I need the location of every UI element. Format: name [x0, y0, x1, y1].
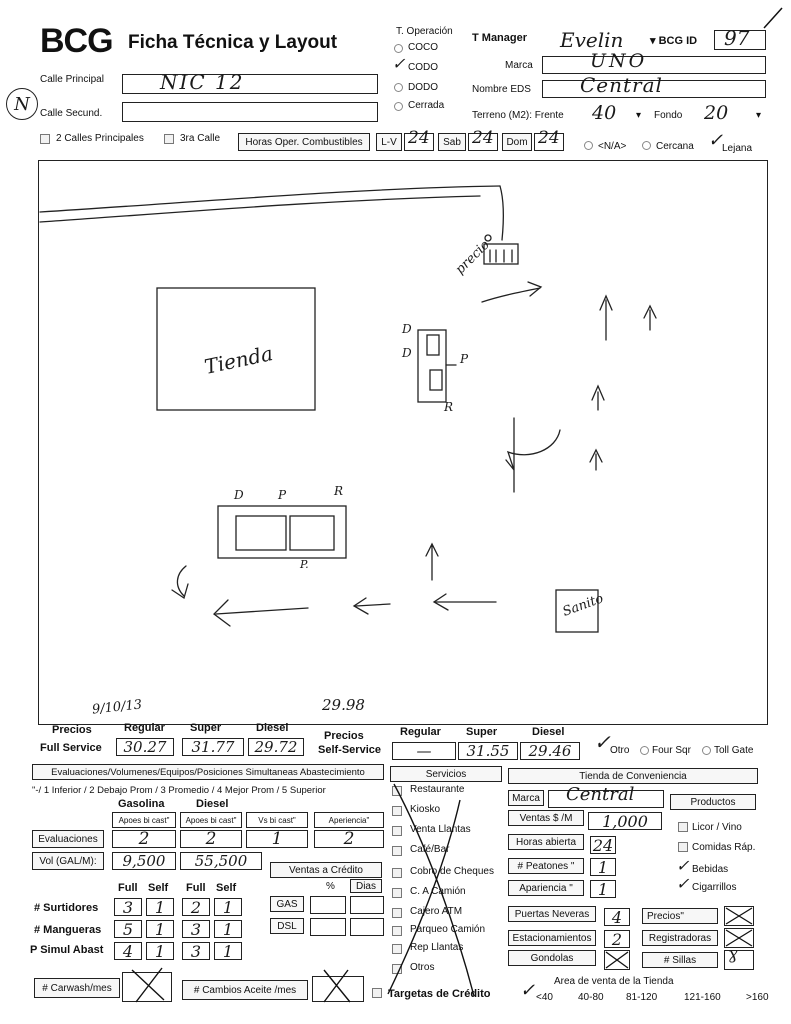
check-mark-area-40: ✓ [520, 980, 536, 1001]
total-note: 29.98 [322, 696, 365, 714]
gas-label: GAS [270, 896, 304, 912]
mangueras-dsl-self[interactable]: 1 [214, 920, 242, 938]
diesel-header: Diesel [196, 798, 229, 810]
pump-label-p: P [460, 352, 469, 366]
op-option-coco: COCO [408, 42, 438, 53]
fondo-dropdown-icon[interactable]: ▾ [756, 110, 762, 121]
apariencia-value[interactable]: 1 [590, 880, 616, 898]
tarjetas-label: Targetas de Crédito [388, 988, 491, 1000]
proximity-lejana-label: Lejana [722, 143, 753, 154]
vol-diesel-value[interactable]: 55,500 [180, 852, 262, 870]
horas-abierta-value[interactable]: 24 [590, 836, 616, 854]
dsl-self-header: Self [216, 882, 237, 894]
surtidores-label: # Surtidores [34, 902, 99, 914]
productos-title: Productos [670, 794, 756, 810]
calle-principal-label: Calle Principal [40, 74, 104, 85]
evaluation-scale: "-/ 1 Inferior / 2 Debajo Prom / 3 Promedio / 4 Mejor Prom / 5 Superior [32, 785, 326, 796]
psimul-gas-self[interactable]: 1 [146, 942, 174, 960]
marca-label: Marca [505, 60, 533, 71]
calle-secund-label: Calle Secund. [40, 108, 103, 119]
self-service-label: Self-Service [318, 744, 381, 756]
sillas-label: # Sillas [642, 952, 718, 968]
radio-toll-gate[interactable] [702, 746, 711, 755]
eval-col-header-1: Apoes bi cast" [112, 812, 176, 828]
proximity-cercana-label: Cercana [656, 141, 694, 152]
diesel-header-self: Diesel [532, 726, 565, 738]
frente-dropdown-icon[interactable]: ▾ [636, 110, 642, 121]
precio-label: precio [452, 237, 493, 278]
dsl-label: DSL [270, 918, 304, 934]
horas-oper-button[interactable]: Horas Oper. Combustibles [238, 133, 370, 151]
tienda-label: Tienda [202, 341, 275, 379]
psimul-label: P Simul Abast [30, 944, 104, 956]
op-option-cerrada: Cerrada [408, 100, 445, 111]
eval-col-header-4: Aperiencia" [314, 812, 384, 828]
producto-label-bebidas: Bebidas [692, 864, 729, 875]
eval-col-header-3: Vs bi cast" [246, 812, 308, 828]
check-mark-lejana: ✓ [708, 130, 724, 151]
horas-abierta-label: Horas abierta [508, 834, 584, 850]
puertas-label: Puertas Neveras [508, 906, 596, 922]
apariencia-label: Apariencia " [508, 880, 584, 896]
evaluaciones-section-title: Evaluaciones/Volumenes/Equipos/Posiciones Simultaneas Abastecimiento [32, 764, 384, 780]
area-option-lt40: <40 [536, 992, 553, 1003]
regular-header-self: Regular [400, 726, 441, 738]
full-super-price[interactable]: 31.77 [182, 738, 244, 756]
format-four-sqr-label: Four Sqr [652, 745, 691, 756]
form-title: Ficha Técnica y Layout [128, 32, 338, 53]
tienda-marca-label: Marca [508, 790, 544, 806]
area-option-81-120: 81-120 [626, 992, 658, 1003]
op-option-dodo: DODO [408, 82, 438, 93]
t-manager-value[interactable]: Evelin [560, 28, 624, 52]
dias-label: Dias [350, 879, 382, 893]
precios-tienda-label: Precios" [642, 908, 718, 924]
check-mark-bebidas: ✓ [676, 856, 690, 875]
pump-label-p2: P [278, 488, 287, 502]
proximity-na-label: <N/A> [598, 141, 627, 152]
bcg-id-label: ▾ BCG ID [650, 35, 698, 47]
dom-label: Dom [502, 133, 532, 151]
surtidores-dsl-full[interactable]: 2 [182, 898, 210, 916]
precios-self-label: Precios [324, 730, 364, 742]
radio-four-sqr[interactable] [640, 746, 649, 755]
servicio-label-10: Otros [410, 962, 435, 973]
estacionamientos-label: Estacionamientos [508, 930, 596, 946]
carwash-cross-mark [126, 966, 170, 1009]
vol-gas-value[interactable]: 9,500 [112, 852, 176, 870]
calle-principal-value: NIC 12 [160, 70, 245, 94]
evaluaciones-label: Evaluaciones [32, 830, 104, 848]
surtidores-gas-full[interactable]: 3 [114, 898, 142, 916]
tienda-marca-value: Central [566, 784, 635, 805]
servicios-cross-mark [384, 780, 484, 1005]
terreno-label: Terreno (M2): Frente [472, 110, 564, 121]
sillas-mark: ɣ [728, 944, 738, 963]
sab-label: Sab [438, 133, 466, 151]
full-service-label: Full Service [40, 742, 102, 754]
gasolina-header: Gasolina [118, 798, 165, 810]
gas-credit-pct-field[interactable] [310, 896, 346, 914]
pct-label: % [326, 881, 335, 892]
registradoras-label: Registradoras [642, 930, 718, 946]
self-diesel-price[interactable]: 29.46 [520, 742, 580, 760]
servicio-label-8: Parqueo Camión [410, 924, 486, 935]
lv-label: L-V [376, 133, 402, 151]
ventas-value[interactable]: 1,000 [588, 812, 662, 830]
servicio-label-9: Rep Llantas [410, 942, 464, 953]
gas-self-header: Self [148, 882, 169, 894]
area-option-40-80: 40-80 [578, 992, 604, 1003]
mangueras-gas-full[interactable]: 5 [114, 920, 142, 938]
super-header-self: Super [466, 726, 498, 738]
producto-label-cigarrillos: Cigarrillos [692, 882, 737, 893]
check-mark-cigarrillos: ✓ [676, 874, 690, 893]
bcg-id-value: 97 [724, 26, 750, 50]
eval-value-1[interactable]: 2 [112, 830, 176, 848]
self-super-price[interactable]: 31.55 [458, 742, 518, 760]
diesel-header-full: Diesel [256, 722, 289, 734]
servicio-label-6: C. A Camión [410, 886, 466, 897]
check-mark-codo: ✓ [392, 54, 406, 73]
servicio-label-4: Café/Bar [410, 844, 450, 855]
format-toll-gate-label: Toll Gate [714, 745, 754, 756]
servicio-label-2: Kiosko [410, 804, 441, 815]
cambios-aceite-label: # Cambios Aceite /mes [182, 980, 308, 1000]
frente-value[interactable]: 40 [592, 102, 617, 124]
area-option-gt160: >160 [746, 992, 769, 1003]
fondo-value[interactable]: 20 [704, 102, 729, 124]
lv-value: 24 [408, 128, 430, 148]
dsl-credit-pct-field[interactable] [310, 918, 346, 936]
eval-value-3[interactable]: 1 [246, 830, 308, 848]
dos-calles-label: 2 Calles Principales [56, 133, 144, 144]
vol-label: Vol (GAL/M): [32, 852, 104, 870]
tercera-calle-label: 3ra Calle [180, 133, 221, 144]
pump-label-d3: D [234, 488, 244, 502]
margin-mark-n: N [6, 88, 38, 120]
nombre-eds-value: Central [580, 73, 663, 97]
full-regular-price[interactable]: 30.27 [116, 738, 174, 756]
mangueras-gas-self[interactable]: 1 [146, 920, 174, 938]
dsl-full-header: Full [186, 882, 206, 894]
eval-col-header-2: Apoes bi cast" [180, 812, 242, 828]
dsl-credit-dias-field[interactable] [350, 918, 384, 936]
servicio-label-5: Cobro de Cheques [410, 866, 494, 877]
servicio-label-1: Restaurante [410, 784, 465, 795]
ventas-credito-button[interactable]: Ventas a Crédito [270, 862, 382, 878]
op-option-codo: CODO [408, 62, 438, 73]
sab-value: 24 [472, 128, 494, 148]
eval-value-4[interactable]: 2 [314, 830, 384, 848]
producto-checkbox-licor[interactable] [678, 822, 688, 832]
producto-checkbox-comidas[interactable] [678, 842, 688, 852]
area-venta-label: Area de venta de la Tienda [554, 976, 674, 987]
pump-label-r2: R [334, 484, 344, 498]
fondo-label: Fondo [654, 110, 683, 121]
pump-label-r: R [444, 400, 454, 414]
full-diesel-price[interactable]: 29.72 [248, 738, 304, 756]
servicio-label-7: Cajero ATM [410, 906, 463, 917]
t-operacion-label: T. Operación [396, 26, 453, 37]
peatones-label: # Peatones " [508, 858, 584, 874]
servicios-title: Servicios [390, 766, 502, 782]
nombre-eds-label: Nombre EDS [472, 84, 531, 95]
tienda-title: Tienda de Conveniencia [508, 768, 758, 784]
area-option-121-160: 121-160 [684, 992, 721, 1003]
t-manager-label: T Manager [472, 32, 528, 44]
self-regular-price[interactable]: — [392, 742, 456, 760]
mangueras-dsl-full[interactable]: 3 [182, 920, 210, 938]
super-header-full: Super [190, 722, 222, 734]
cambios-cross-mark [318, 966, 358, 1011]
servicio-label-3: Venta Llantas [410, 824, 471, 835]
eval-value-2[interactable]: 2 [180, 830, 242, 848]
dom-value: 24 [538, 128, 560, 148]
psimul-dsl-full[interactable]: 3 [182, 942, 210, 960]
gondolas-cross-mark [604, 950, 630, 975]
date-note: 9/10/13 [91, 697, 143, 718]
pump-label-d1: D [402, 322, 412, 336]
surtidores-gas-self[interactable]: 1 [146, 898, 174, 916]
tarjetas-checkbox[interactable] [372, 988, 382, 998]
peatones-value[interactable]: 1 [590, 858, 616, 876]
precios-full-label: Precios [52, 724, 92, 736]
regular-header-full: Regular [124, 722, 165, 734]
gas-credit-dias-field[interactable] [350, 896, 384, 914]
mangueras-label: # Mangueras [34, 924, 102, 936]
psimul-dsl-self[interactable]: 1 [214, 942, 242, 960]
carwash-label: # Carwash/mes [34, 978, 120, 998]
puertas-value[interactable]: 4 [604, 908, 630, 926]
marca-value: UNO [590, 50, 648, 72]
estacionamientos-value[interactable]: 2 [604, 930, 630, 948]
format-otro-label: Otro [610, 745, 630, 756]
gas-full-header: Full [118, 882, 138, 894]
surtidores-dsl-self[interactable]: 1 [214, 898, 242, 916]
bcg-logo: BCG [40, 22, 113, 60]
pump-label-d2: D [402, 346, 412, 360]
psimul-gas-full[interactable]: 4 [114, 942, 142, 960]
check-mark-otro: ✓ [594, 730, 611, 754]
ventas-label: Ventas $ /M [508, 810, 584, 826]
sanitario-label: Sanito [560, 591, 606, 620]
gondolas-label: Gondolas [508, 950, 596, 966]
producto-label-comidas: Comidas Ráp. [692, 842, 756, 853]
producto-label-licor: Licor / Vino [692, 822, 742, 833]
pump-label-p3: P. [300, 558, 309, 571]
